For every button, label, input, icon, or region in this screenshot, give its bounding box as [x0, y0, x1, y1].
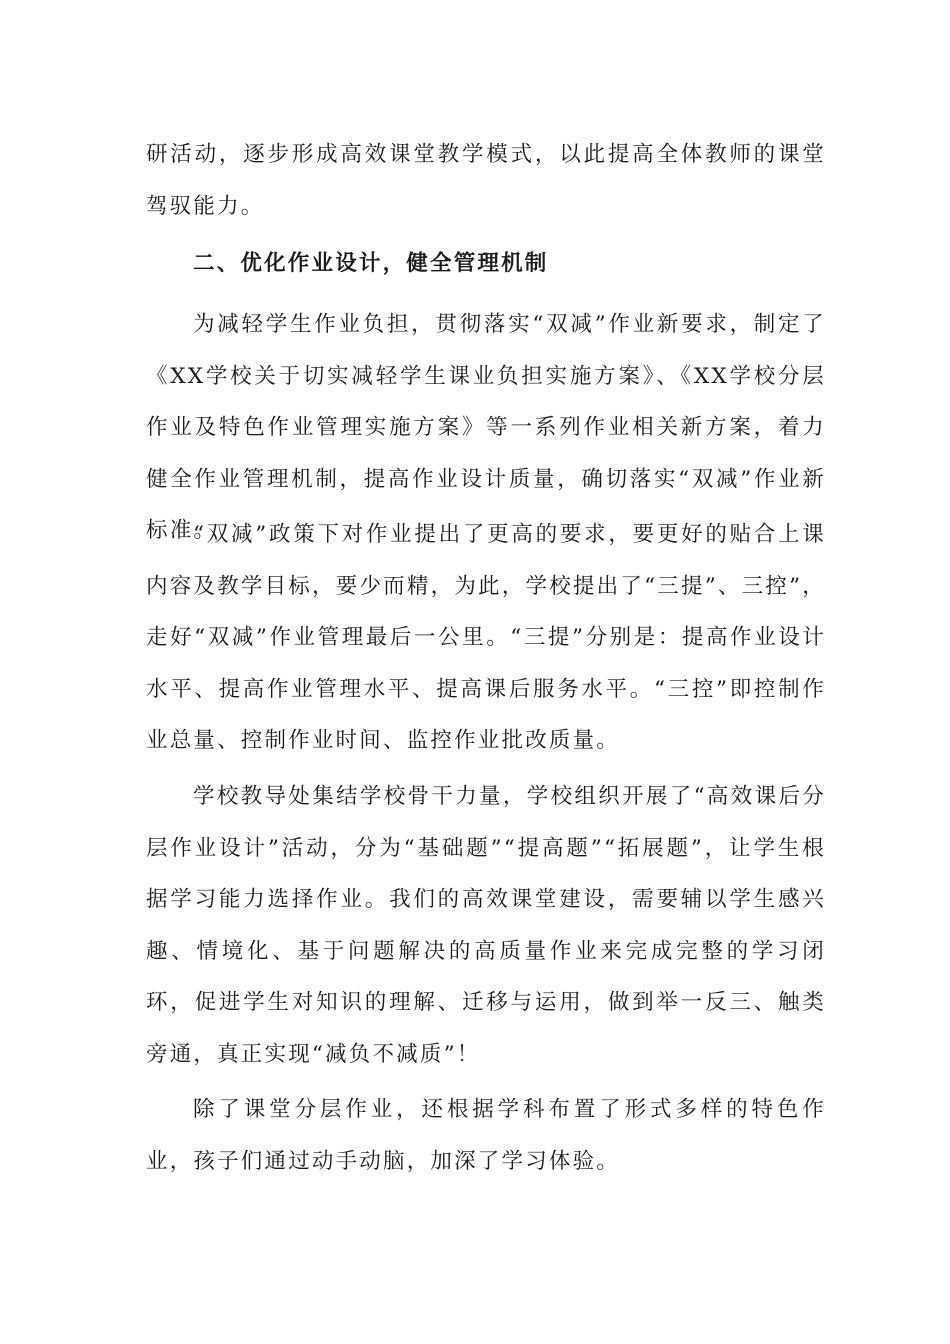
section-heading: 二、优化作业设计，健全管理机制 — [193, 251, 549, 276]
paragraph-layered-homework: 学校教导处集结学校骨干力量，学校组织开展了“高效课后分层作业设计”活动，分为“基础题”“提高题”“拓展题”，让学生根据学习能力选择作业。我们的高效课堂建设，需要辅以学生感兴趣、情境化、基于问题解决的高质量作业来完成完整的学习闭环，促进学生对知识的理解、迁移与运用，做到举一反三、触类旁通，真正实现“减负不减质”！ — [146, 784, 826, 1067]
paragraph-homework-policy: 为减轻学生作业负担，贯彻落实“双减”作业新要求，制定了《XX学校关于切实减轻学生课业负担实施方案》、《XX学校分层作业及特色作业管理实施方案》等一系列作业相关新方案，着力健全作业管理机制，提高作业设计质量，确切落实“双减”作业新标准。 — [146, 312, 826, 543]
paragraph-continuation: 研活动，逐步形成高效课堂教学模式，以此提高全体教师的课堂驾驭能力。 — [146, 142, 826, 219]
paragraph-special-homework: 除了课堂分层作业，还根据学科布置了形式多样的特色作业，孩子们通过动手动脑，加深了学习体验。 — [146, 1097, 826, 1174]
paragraph-double-reduction: “双减”政策下对作业提出了更高的要求，要更好的贴合上课内容及教学目标，要少而精，为此，学校提出了“三提”、三控”，走好“双减”作业管理最后一公里。“三提”分别是：提高作业设计水平、提高作业管理水平、提高课后服务水平。“三控”即控制作业总量、控制作业时间、监控作业批改质量。 — [146, 522, 826, 753]
